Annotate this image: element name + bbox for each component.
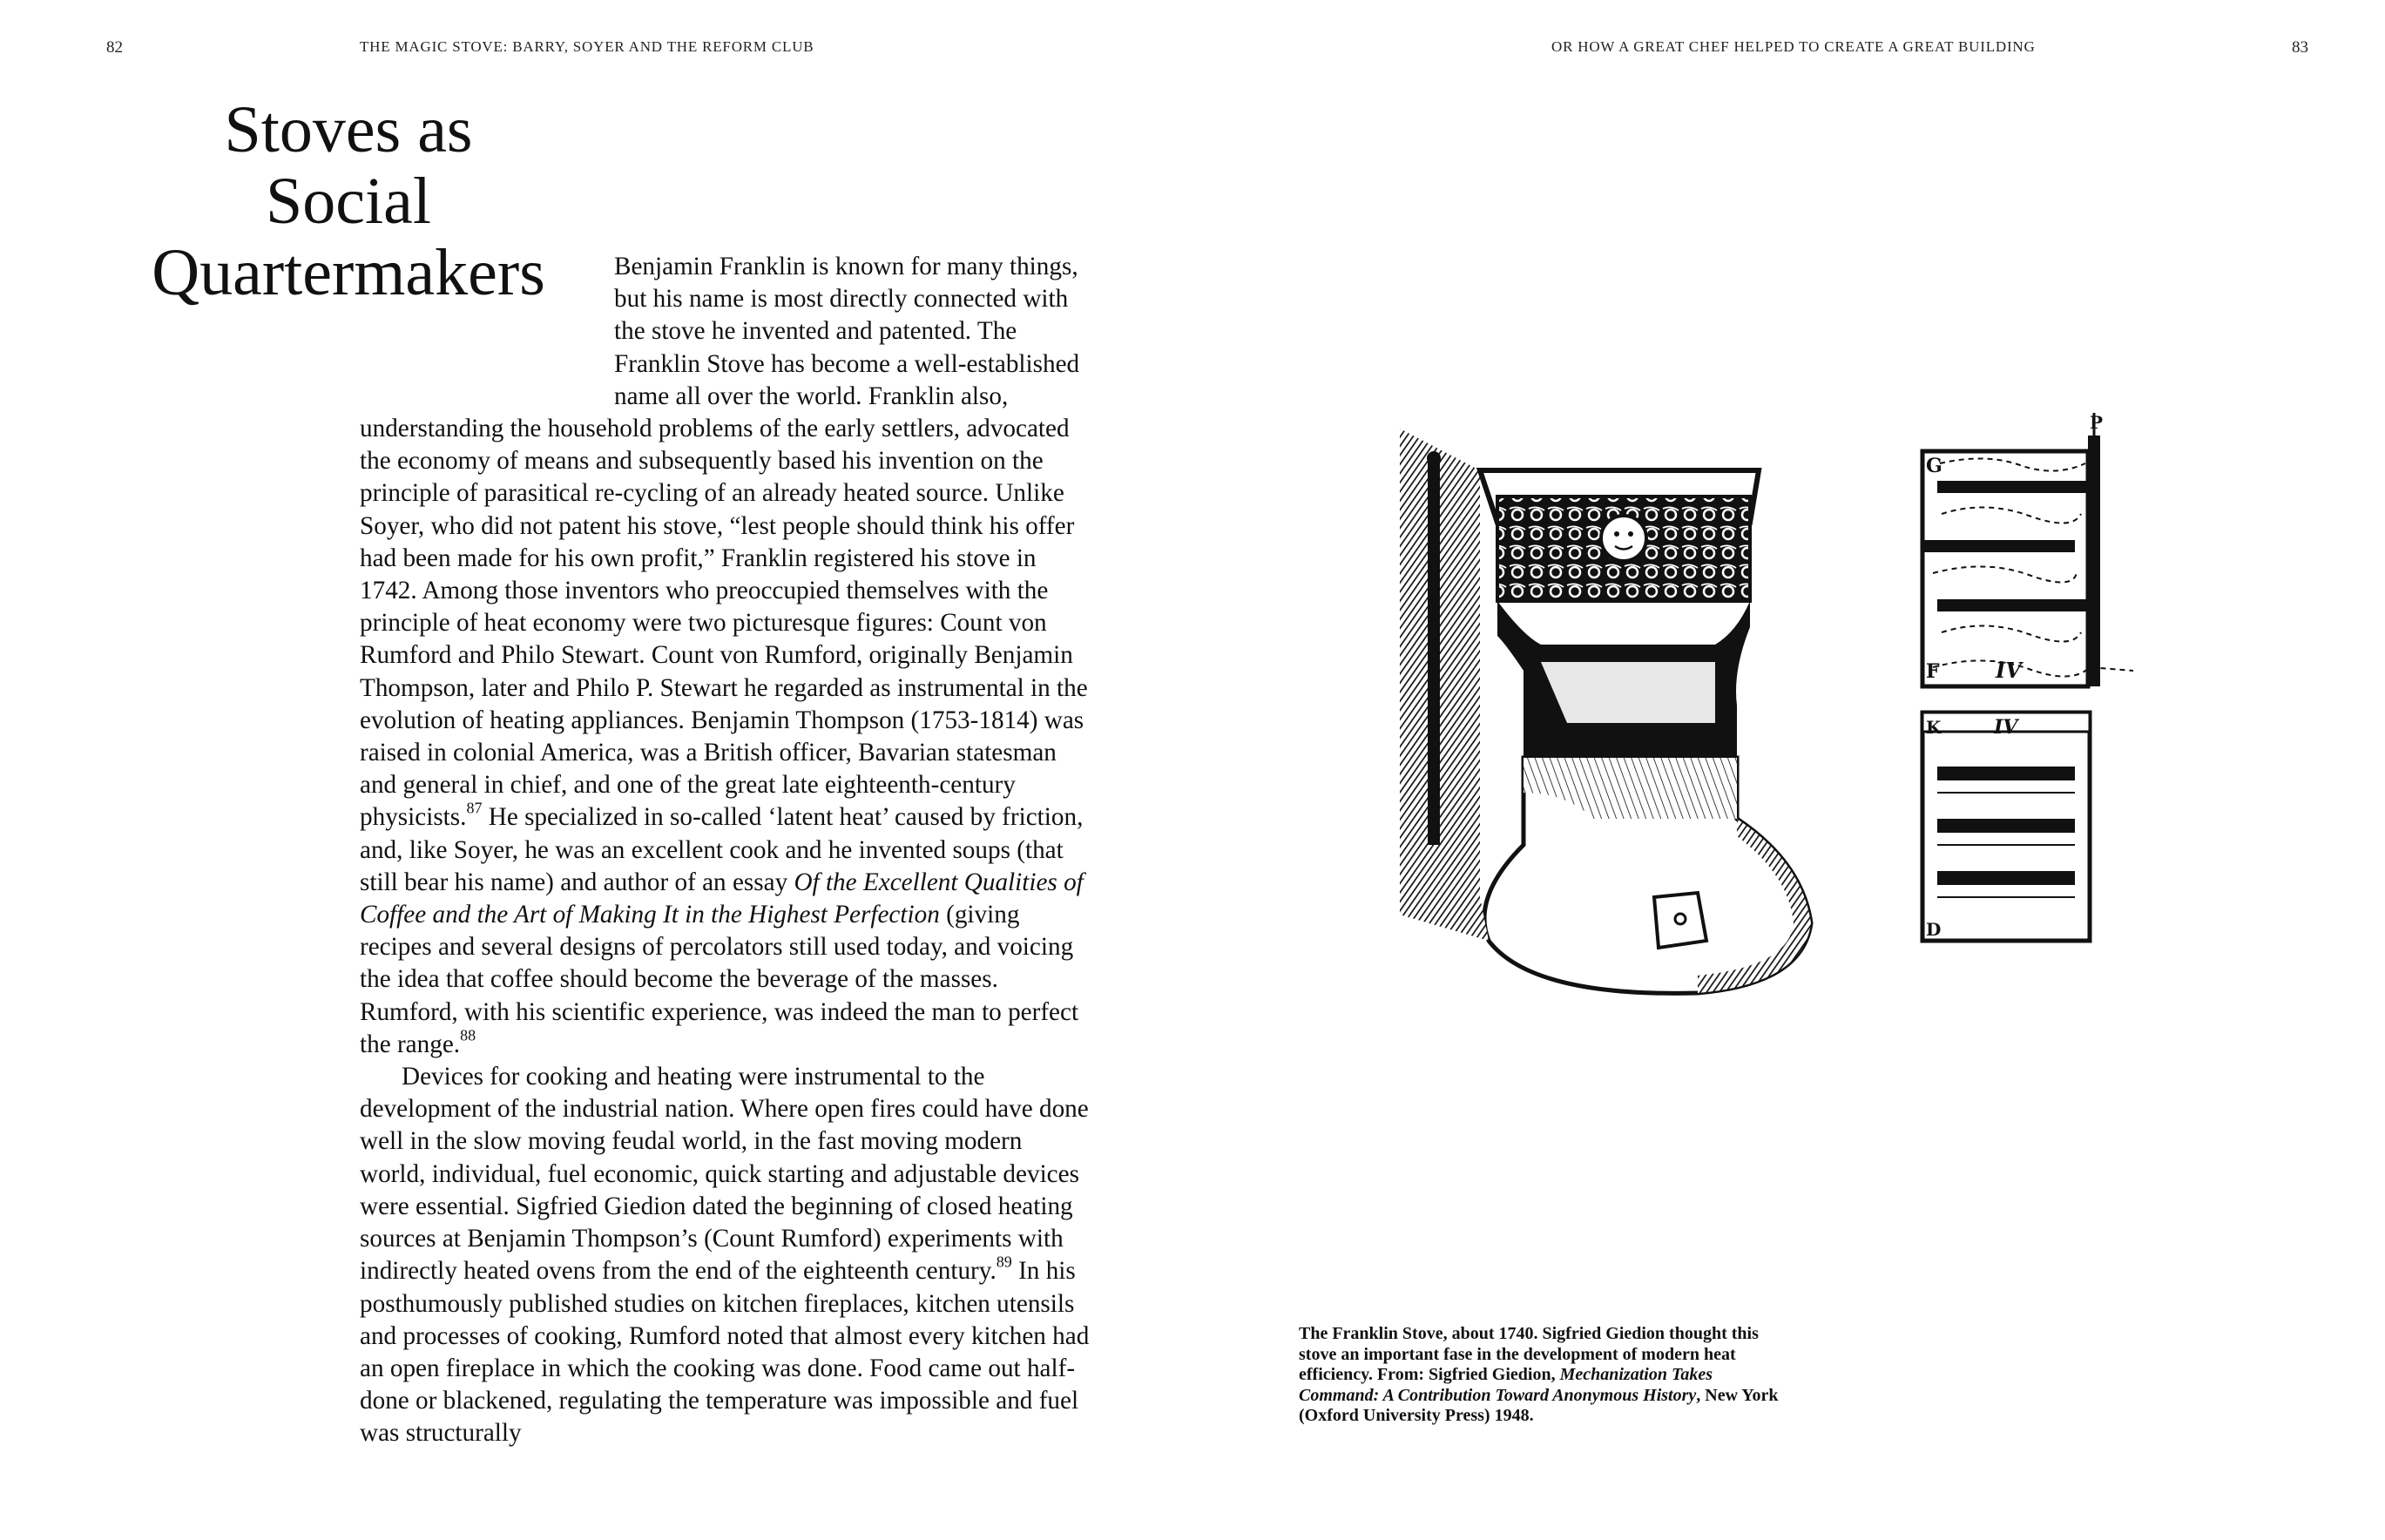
label-iv-upper: IV: [1996, 658, 2022, 683]
paragraph-2: [360, 1061, 1091, 1449]
caption-book-title: Mechanization Takes Command: A Contribution Toward Anonymous History: [1299, 1365, 1713, 1405]
essay-title: Of the Excellent Qualities of Coffee and the Art of Making It in the Highest Perfection: [360, 868, 1084, 929]
caption-text-a: The Franklin Stove, about 1740. Sigfried Giedion thought this stove an important fase in the development of modern heat efficiency. From: Sigfried Giedion,: [1299, 1324, 1759, 1384]
label-g: G: [1926, 455, 1942, 477]
title-line-2: Social: [266, 165, 431, 238]
label-p: P: [2090, 412, 2104, 433]
running-head-left: THE MAGIC STOVE: BARRY, SOYER AND THE REFORM CLUB: [360, 38, 814, 55]
folio-left: 82: [106, 38, 123, 57]
folio-right: 83: [2292, 38, 2308, 57]
franklin-stove-illustration: [1393, 409, 1881, 1002]
p1-text-b: He specialized in so-called ‘latent heat’ caused by friction, and, like Soyer, he was an excellent cook and he invented soups (that still bear his name) and author of an essay: [360, 803, 1084, 896]
body-text: [360, 251, 1091, 1450]
running-head-right: OR HOW A GREAT CHEF HELPED TO CREATE A GREAT BUILDING: [1551, 38, 2036, 55]
left-page: [0, 0, 1192, 1540]
footnote-ref-87[interactable]: 87: [466, 799, 483, 817]
flue-lower-baffle-1: [1937, 767, 2075, 780]
right-page: [1192, 0, 2385, 1540]
p2-text-b: In his posthumously published studies on kitchen fireplaces, kitchen utensils and processes of cooking, Rumford noted that almost every kitchen had an open fireplace in which the cooking was done. Food came out half-done or blackened, regulating the temperature was impossible and fuel was structurally: [360, 1257, 1090, 1448]
title-line-3: Quartermakers: [152, 236, 545, 309]
footnote-ref-89[interactable]: 89: [996, 1253, 1012, 1271]
stove-vent-plate: [1654, 893, 1706, 948]
flue-lower-baffle-2: [1937, 819, 2075, 833]
label-d: D: [1926, 919, 1942, 940]
label-k: K: [1926, 717, 1942, 738]
caption-text-b: , New York (Oxford University Press) 1948.: [1299, 1385, 1779, 1425]
flue-lower-baffle-3: [1937, 871, 2075, 885]
stove-pillar: [1428, 462, 1440, 845]
label-iv-lower: IV: [1994, 716, 2018, 739]
title-wrap-spacer: [360, 251, 614, 404]
flue-diagram: [1915, 409, 2142, 949]
flue-baffle-3: [1937, 599, 2090, 611]
flue-baffle-2: [1922, 540, 2075, 552]
flue-baffle-1: [1937, 481, 2090, 493]
p2-text-a: Devices for cooking and heating were instrumental to the development of the industrial nation. Where open fires could have done well in the slow moving feudal world, in the fast moving modern world, individual, fuel economic, quick starting and adjustable devices were essential. Sigfried Giedion dated the beginning of closed heating sources at Benjamin Thompson’s (Count Rumford) experiments with indirectly heated ovens from the end of the eighteenth century.: [360, 1063, 1089, 1286]
title-line-1: Stoves as: [224, 93, 473, 166]
figure-caption: [1299, 1324, 1795, 1427]
p1-text-a: Benjamin Franklin is known for many things, but his name is most directly connected with the stove he invented and patented. The Franklin Stove has become a well-established name all over the world. Franklin also, understanding the household problems of the early settlers, advocated the economy of means and subsequently based his invention on the principle of parasitical re-cycling of an already heated source. Unlike Soyer, who did not patent his stove, “lest people should think his offer had been made for his own profit,” Franklin registered his stove in 1742. Among those inventors who preoccupied themselves with the principle of heat economy were two picturesque figures: Count von Rumford and Philo Stewart. Count von Rumford, originally Benjamin Thompson, later and Philo P. Stewart he regarded as instrumental in the evolution of heating appliances. Benjamin Thompson (1753-1814) was raised in colonial America, was a British officer, Bavarian statesman and general in chief, and one of the great late eighteenth-century physicists.: [360, 253, 1088, 832]
footnote-ref-88[interactable]: 88: [460, 1026, 476, 1044]
p1-text-c: (giving recipes and several designs of percolators still used today, and voicing the idea that coffee should become the beverage of the masses. Rumford, with his scientific experience, was indeed the man to perfect the range.: [360, 901, 1079, 1058]
sun-face-ornament: [1601, 516, 1646, 561]
label-f: F: [1926, 660, 1940, 683]
